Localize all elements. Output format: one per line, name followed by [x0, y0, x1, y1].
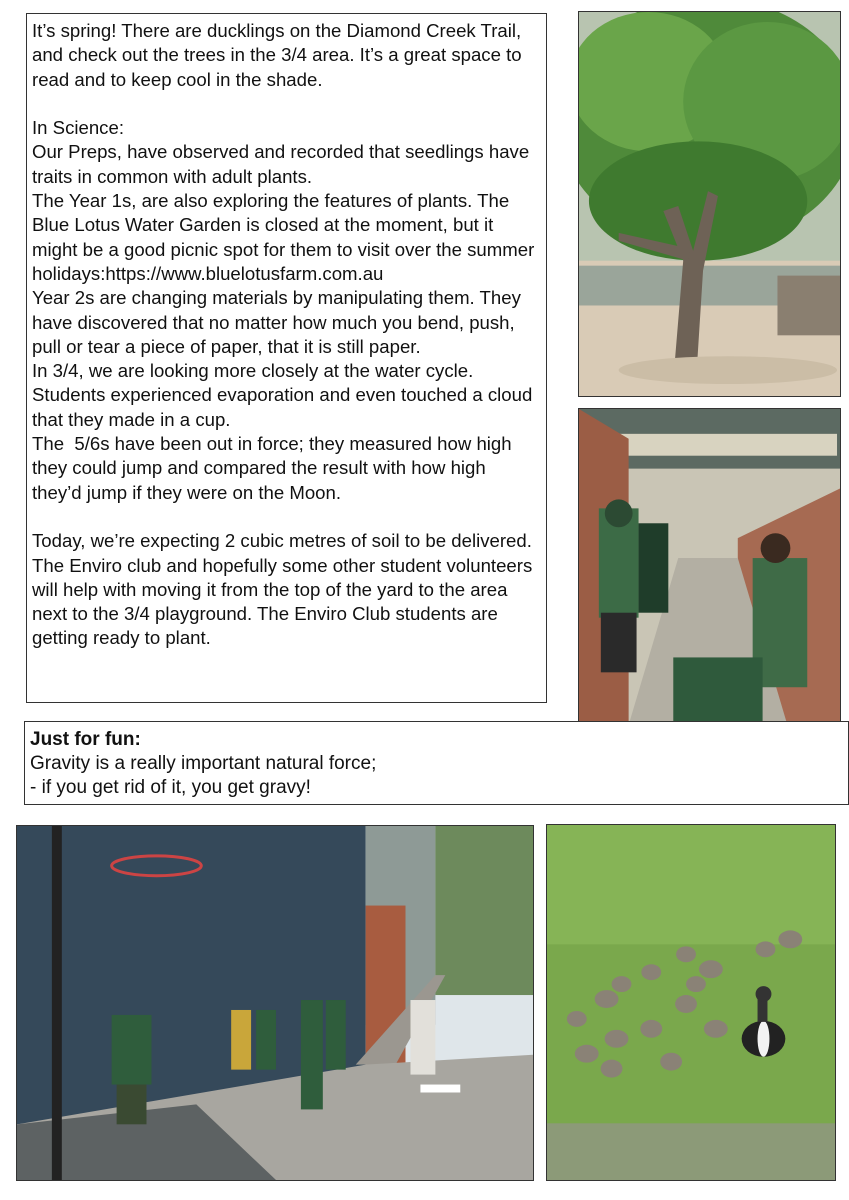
fun-line-1: Gravity is a really important natural force; — [30, 753, 377, 774]
tree-photo — [578, 11, 841, 397]
court-photo — [16, 825, 534, 1181]
article-text-box — [26, 13, 547, 703]
fun-heading: Just for fun: — [30, 729, 141, 750]
fun-line-2: - if you get rid of it, you get gravy! — [30, 777, 311, 798]
hallway-photo — [578, 408, 841, 726]
ducks-photo — [546, 824, 836, 1181]
article-text: It’s spring! There are ducklings on the Diamond Creek Trail, and check out the trees in the 3/4 area. It’s a great space to read and to keep cool in the shade. In Science: Our Preps, have observed and recorded that seedlings have traits in common with adult plants. The Year 1s, are also exploring the features of plants. The Blue Lotus Water Garden is closed at the moment, but it might be a good picnic spot for them to visit over the summer holidays:https://www.bluelotusfarm.com.au Year 2s are changing materials by manipulating them. They have discovered that no matter how much you bend, push, pull or tear a piece of paper, that it is still paper. In 3/4, we are looking more closely at the water cycle. Students experienced evaporation and even touched a cloud that they made in a cup. The 5/6s have been out in force; they measured how high they could jump and compared the result with how high they’d jump if they were on the Moon. Today, we’re expecting 2 cubic metres of soil to be delivered. The Enviro club and hopefully some other student volunteers will help with moving it from the top of the yard to the area next to the 3/4 playground. The Enviro Club students are getting ready to plant. — [32, 20, 535, 649]
just-for-fun-box — [24, 721, 849, 805]
